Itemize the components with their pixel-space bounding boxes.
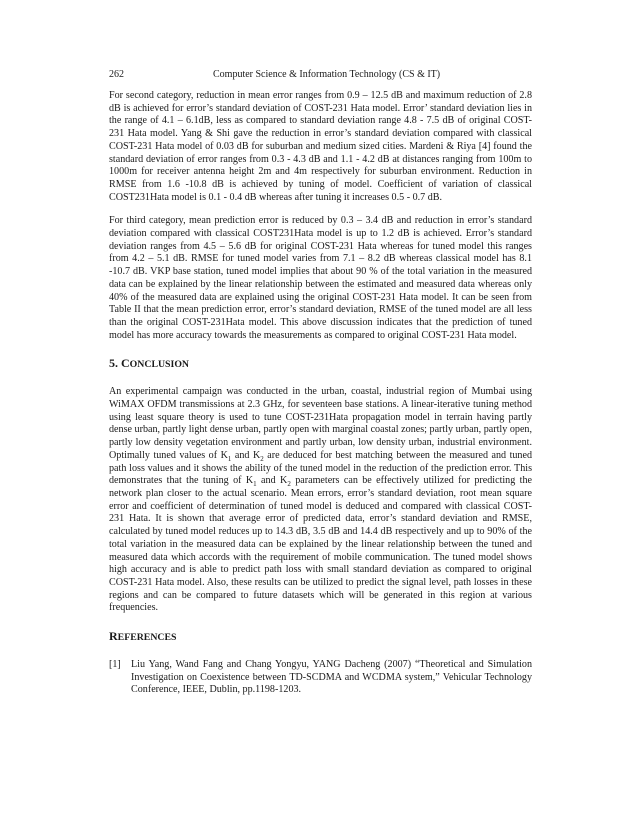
conclusion-paragraph (109, 386, 532, 615)
subscript: 1 (227, 454, 232, 463)
body-paragraph: For third category, mean prediction error is reduced by 0.3 – 3.4 dB and reduction in error’s standard deviation compared with classical COST231Hata model is up to 1.2 dB is achieved. Error’s standard deviation ranges from 4.5 – 5.6 dB for original COST-231 Hata whereas for tuned model this ranges from 4.2 – 5.1 dB. RMSE for tuned model varies from 7.1 – 8.2 dB whereas classical model has 8.1 -10.7 dB. VKP base station, tuned model implies that about 90 % of the total variation in the measured data can be explained by the linear relationship between the estimated and measured data whereas only 40% of the measured data are explained using the original COST-231 Hata model. It can be seen from Table II that the mean prediction error, error’s standard deviation, RMSE of the tuned model are all less than the original COST-231Hata model. This above discussion indicates that the prediction of tuned model has more accuracy towards the measurements as compared to original COST-231 Hata model. (109, 215, 532, 341)
section-title-initial: C (121, 356, 130, 371)
section-title-rest: EFERENCES (117, 632, 177, 644)
page-number: 262 (109, 69, 124, 80)
section-heading-references (109, 629, 532, 645)
text-run: are deduced for best matching between the measured and tuned path loss values and it shows the ability of the tuned model in the reduction of the prediction error. This demonstrates that the tuning of K (109, 449, 533, 487)
paragraph-gap (109, 204, 532, 215)
text-run: and K (231, 449, 261, 461)
section-title-initial: R (109, 629, 118, 644)
text-run: and K (256, 475, 288, 487)
text-run: An experimental campaign was conducted in the urban, coastal, industrial region of Mumbai using WiMAX OFDM transmissions at 2.3 GHz, for seventeen base stations. A linear-iterative tuning method using least square theory is used to tune COST-231Hata propagation model in terrain having partly dense urban, partly light dense urban, partly open with marginal coastal zones; partly urban, partly open, partly low density vegetation environment and partly urban, low density urban, industrial environment. Optimally tuned values of K (109, 386, 532, 461)
reference-item (109, 659, 532, 697)
section-number: 5. (109, 356, 121, 371)
subscript: 1 (253, 480, 257, 489)
reference-number: [1] (109, 659, 121, 671)
body-paragraph: For second category, reduction in mean error ranges from 0.9 – 12.5 dB and maximum reduction of 2.8 dB is achieved for error’s standard deviation of COST-231 Hata model. Error’ standard deviation lies in the range of 4.1 – 6.1dB, less as compared to standard deviation range 4.8 - 7.5 dB of original COST-231 Hata model. Yang & Shi gave the reduction in error’s standard deviation compared with classical COST-231 Hata model of 0.03 dB for suburban and medium sized cities. Mardeni & Riya [4] found the standard deviation of error ranges from 0.3 - 4.3 dB and 1.1 - 4.2 dB at distances ranging from 100m to 1000m for receiver antenna height 2m and 4m respectively for suburban environment. Reduction in RMSE from 1.6 -10.8 dB is achieved by tuning of model. Coefficient of variation of classical COST231Hata model is 0.1 - 0.4 dB whereas after tuning it increases 0.5 - 0.7 dB. (109, 90, 532, 203)
reference-text: Liu Yang, Wand Fang and Chang Yongyu, YANG Dacheng (2007) “Theoretical and Simulation Investigation on Coexistence between TD-SCDMA and WCDMA system,” Vehicular Technology Conference, IEEE, Dublin, pp.1198-1203. (131, 659, 532, 696)
running-header (109, 68, 529, 82)
subscript: 2 (287, 480, 291, 489)
text-run: parameters can be effectively utilized for predicting the network plan closer to the actual scenario. Mean errors, error’s standard deviation, root mean square error and coefficient of determination of tuned model is deduced and compared with classical COST-231 Hata. It is shown that average error of predicted data, error’s standard deviation and RMSE, calculated by tuned model reduces up to 14.3 dB, 3.5 dB and 14.4 dB respectively and up to 90% of the total variation in the measured data can be explained by the linear relationship between the tuned and measured data which accords with the requirement of mobile communication. The tuned model shows high accuracy and is able to predict path loss with small standard deviation as compared to original COST-231 Hata model. Also, these results can be utilized to predict the signal level, path losses in these regions and can be compared to future datasets which will be generated in this region at various frequencies. (109, 475, 532, 614)
section-title-rest: ONCLUSION (129, 359, 190, 371)
journal-title: Computer Science & Information Technology (CS & IT) (213, 69, 441, 80)
subscript: 2 (260, 454, 264, 463)
section-heading-conclusion (109, 356, 532, 372)
body-content (109, 90, 532, 697)
